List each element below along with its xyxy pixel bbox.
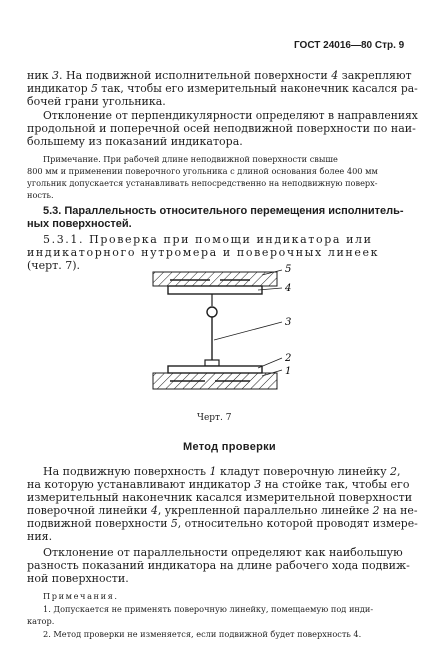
subsection-line2: индикаторного нутромера и поверочных линеек bbox=[27, 246, 380, 259]
para4-line2: разность показаний индикатора на длине рабочего хода подвиж- bbox=[27, 559, 410, 572]
label-1: 1 bbox=[285, 366, 292, 377]
para1-line1: ник 3. На подвижной исполнительной поверхности 4 закрепляют bbox=[27, 69, 412, 82]
para3-line3: измерительный наконечник касался измерительной поверхности bbox=[27, 491, 413, 504]
label-2: 2 bbox=[285, 353, 292, 364]
note1-line2: 800 мм и применении поверочного угольника с длиной основания более 400 мм bbox=[27, 166, 378, 176]
label-5: 5 bbox=[285, 264, 292, 275]
subsection-line1: 5.3.1. Проверка при помощи индикатора или bbox=[43, 233, 373, 246]
para2-line2: продольной и поперечной осей неподвижной поверхности по наи- bbox=[27, 122, 416, 135]
note1-line3: угольник допускается устанавливать непосредственно на неподвижную поверх- bbox=[27, 178, 378, 188]
note1-line1: Примечание. При рабочей длине неподвижной поверхности свыше bbox=[43, 154, 338, 164]
figure-caption: Черт. 7 bbox=[197, 413, 232, 423]
section-title-line2: ных поверхностей. bbox=[27, 218, 132, 230]
leader-2 bbox=[258, 358, 282, 368]
para3-line4: поверочной линейки 4, укрепленной параллельно линейке 2 на не- bbox=[27, 504, 418, 517]
label-4: 4 bbox=[285, 283, 292, 294]
para2-line3: большему из показаний индикатора. bbox=[27, 135, 243, 148]
note-2: 2. Метод проверки не изменяется, если подвижной будет поверхность 4. bbox=[43, 629, 362, 639]
para3-line1: На подвижную поверхность 1 кладут поверочную линейку 2, bbox=[43, 465, 401, 478]
indicator-base bbox=[205, 360, 219, 366]
straightedge-4 bbox=[168, 286, 262, 294]
para3-line2: на которую устанавливают индикатор 3 на стойке так, чтобы его bbox=[27, 478, 410, 491]
note-1-line2: катор. bbox=[27, 616, 55, 626]
page-header: ГОСТ 24016—80 Стр. 9 bbox=[294, 40, 405, 51]
para2-line1: Отклонение от перпендикулярности определяют в направлениях bbox=[43, 109, 418, 122]
leader-3 bbox=[214, 322, 282, 340]
indicator-dial bbox=[207, 307, 217, 317]
subsection-line3: (черт. 7). bbox=[27, 259, 80, 272]
para1-line3: бочей грани угольника. bbox=[27, 95, 166, 108]
fixed-surface-5 bbox=[153, 272, 277, 286]
figure-7-diagram bbox=[150, 260, 310, 420]
straightedge-2 bbox=[168, 366, 262, 373]
para1-line2: индикатор 5 так, чтобы его измерительный наконечник касался ра- bbox=[27, 82, 418, 95]
para4-line1: Отклонение от параллельности определяют как наибольшую bbox=[43, 546, 403, 559]
para3-line5: подвижной поверхности 5, относительно которой проводят измере- bbox=[27, 517, 418, 530]
label-3: 3 bbox=[285, 317, 292, 328]
para4-line3: ной поверхности. bbox=[27, 572, 129, 585]
method-heading: Метод проверки bbox=[183, 441, 276, 453]
note-1-line1: 1. Допускается не применять поверочную линейку, помещаемую под инди- bbox=[43, 604, 374, 614]
notes-title: Примечания. bbox=[43, 591, 119, 601]
note1-line4: ность. bbox=[27, 190, 54, 200]
section-title-line1: 5.3. Параллельность относительного перемещения исполнитель- bbox=[43, 205, 404, 217]
para3-line6: ния. bbox=[27, 530, 53, 543]
